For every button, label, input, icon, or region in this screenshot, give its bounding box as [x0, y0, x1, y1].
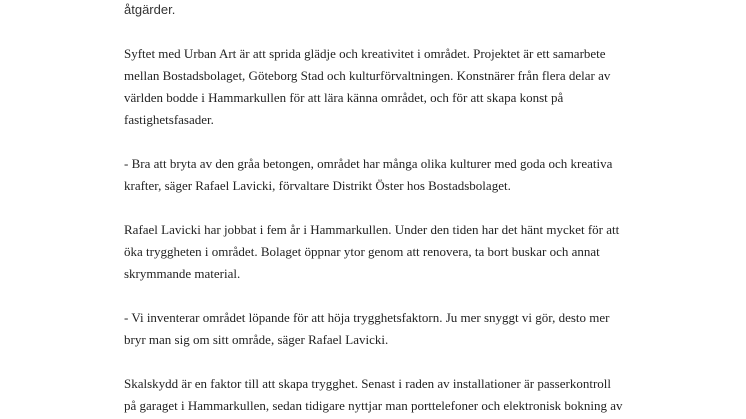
paragraph-line: bryr man sig om sitt område, säger Rafael Lavicki.: [124, 332, 389, 347]
paragraph-line: mellan Bostadsbolaget, Göteborg Stad och kulturförvaltningen. Konstnärer från flera delar av: [124, 68, 611, 83]
paragraph-3: [124, 219, 684, 285]
paragraph-line: Syftet med Urban Art är att sprida glädje och kreativitet i området. Projektet är ett samarbete: [124, 46, 606, 61]
article-body: [124, 0, 684, 419]
paragraph-line: - Bra att bryta av den gråa betongen, området har många olika kulturer med goda och kreativa: [124, 156, 613, 171]
paragraph-1: [124, 43, 684, 131]
lead-fragment: åtgärder.: [124, 2, 176, 17]
paragraph-4: [124, 307, 684, 351]
paragraph-line: krafter, säger Rafael Lavicki, förvaltare Distrikt Öster hos Bostadsbolaget.: [124, 178, 511, 193]
paragraph-2: [124, 153, 684, 197]
paragraph-line: Skalskydd är en faktor till att skapa trygghet. Senast i raden av installationer är passerkontroll: [124, 376, 612, 391]
paragraph-line: - Vi inventerar området löpande för att höja trygghetsfaktorn. Ju mer snyggt vi gör, desto mer: [124, 310, 610, 325]
paragraph-5: [124, 373, 684, 417]
paragraph-line: världen bodde i Hammarkullen för att lära känna området, och för att skapa konst på: [124, 90, 564, 105]
paragraph-line: fastighetsfasader.: [124, 112, 214, 127]
paragraph-line: skrymmande material.: [124, 266, 241, 281]
paragraph-line: öka tryggheten i området. Bolaget öppnar ytor genom att renovera, ta bort buskar och annat: [124, 244, 600, 259]
paragraph-line: på garaget i Hammarkullen, sedan tidigare nyttjar man porttelefoner och elektronisk bokning av: [124, 398, 623, 413]
paragraph-line: Rafael Lavicki har jobbat i fem år i Hammarkullen. Under den tiden har det hänt mycket för att: [124, 222, 620, 237]
